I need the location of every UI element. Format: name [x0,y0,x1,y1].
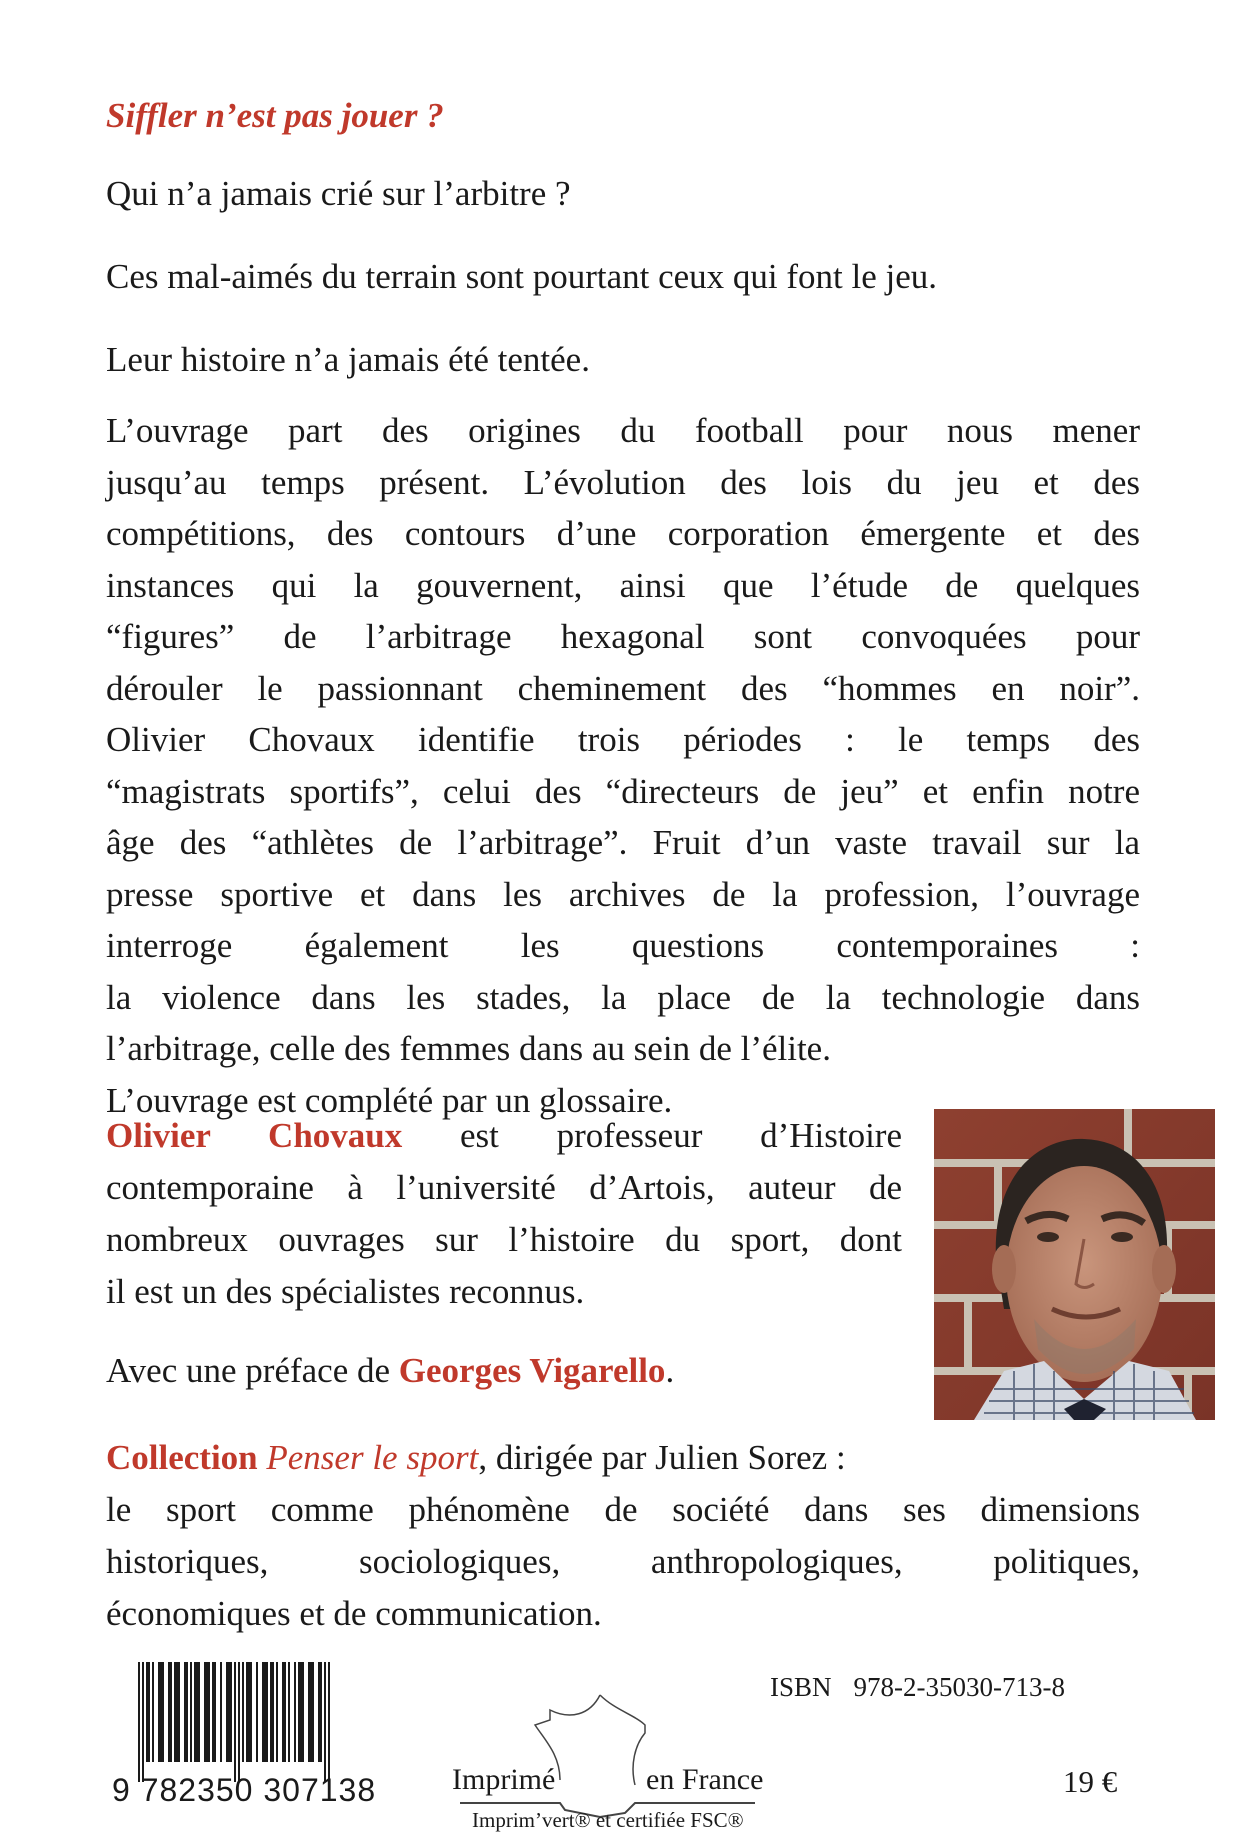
barcode-bar [152,1662,154,1762]
collection-line: économiques et de communication. [106,1594,602,1633]
summary-paragraph [106,405,1140,1126]
summary-line: jusqu’au temps présent. L’évolution des lois du jeu et des [106,462,1140,502]
barcode [138,1662,408,1782]
author-bio-line: nombreux ouvrages sur l’histoire du sport, dont [106,1220,902,1259]
barcode-bar [294,1662,296,1762]
collection-block [106,1432,1140,1640]
barcode-bar [270,1662,274,1762]
summary-line: dérouler le passionnant cheminement des “hommes en noir”. [106,668,1140,708]
summary-line: L’ouvrage part des origines du football pour nous mener [106,411,1140,450]
author-bio-line [106,1110,902,1162]
collection-line: le sport comme phénomène de société dans ses dimensions [106,1490,1140,1529]
barcode-bar [282,1662,286,1762]
isbn-label: ISBN [770,1672,832,1702]
printed-in-france-logo [450,1685,780,1835]
barcode-bar [220,1662,222,1762]
summary-line: instances qui la gouvernent, ainsi que l’étude de quelques [106,565,1140,605]
barcode-bar [276,1662,278,1762]
barcode-guard-bar [142,1662,144,1782]
barcode-guard-bar [328,1662,330,1782]
barcode-bar [288,1662,290,1762]
summary-line: la violence dans les stades, la place de la technologie dans [106,977,1140,1017]
barcode-bar [168,1662,172,1762]
summary-line: L’ouvrage est complété par un glossaire. [106,1080,673,1120]
printed-label-right: en France [646,1763,764,1796]
collection-heading [106,1432,1140,1484]
author-bio-first-rest: est professeur d’Histoire [402,1116,902,1155]
certification-text: Imprim’vert® et certifiée FSC® [472,1808,744,1832]
barcode-bar [212,1662,216,1762]
isbn [770,1672,1065,1703]
summary-line: interroge également les questions contemporaines : [106,926,1140,965]
author-bio [106,1110,902,1318]
collection-title: Penser le sport [266,1438,479,1477]
summary-line: “figures” de l’arbitrage hexagonal sont convoquées pour [106,617,1140,656]
preface-prefix: Avec une préface de [106,1351,399,1390]
barcode-bar [256,1662,258,1762]
barcode-bar [174,1662,180,1762]
price: 19 € [1063,1764,1118,1799]
summary-line: l’arbitrage, celle des femmes dans au sein de l’élite. [106,1029,831,1068]
barcode-guard-bar [238,1662,240,1782]
summary-line: âge des “athlètes de l’arbitrage”. Fruit d’un vaste travail sur la [106,823,1140,862]
intro-line-3: Leur histoire n’a jamais été tentée. [106,340,590,379]
author-bio-line: contemporaine à l’université d’Artois, auteur de [106,1168,902,1207]
author-photo [934,1109,1215,1420]
barcode-bar [318,1662,322,1762]
author-portrait-image [934,1109,1215,1420]
barcode-digits: 9 782350 307138 [112,1772,377,1808]
author-bio-line: il est un des spécialistes reconnus. [106,1272,585,1311]
intro-line-1: Qui n’a jamais crié sur l’arbitre ? [106,174,571,213]
barcode-bar [298,1662,304,1762]
barcode-bar [158,1662,164,1762]
intro-line-2: Ces mal-aimés du terrain sont pourtant ceux qui font le jeu. [106,257,938,296]
summary-line: “magistrats sportifs”, celui des “directeurs de jeu” et enfin notre [106,771,1140,811]
collection-label: Collection [106,1438,267,1477]
barcode-bar [204,1662,210,1762]
barcode-guard-bar [324,1662,326,1782]
barcode-bar [190,1662,192,1762]
summary-line: compétitions, des contours d’une corporation émergente et des [106,514,1140,553]
printed-label-left: Imprimé [452,1763,556,1796]
barcode-guard-bar [234,1662,236,1782]
barcode-bar [146,1662,150,1762]
collection-director: , dirigée par Julien Sorez : [478,1438,846,1477]
summary-line: presse sportive et dans les archives de la profession, l’ouvrage [106,874,1140,914]
preface-author: Georges Vigarello [398,1351,666,1390]
preface-suffix: . [665,1351,675,1390]
barcode-bar [262,1662,268,1762]
barcode-guard-bar [138,1662,140,1782]
barcode-bar [184,1662,188,1762]
barcode-bar [246,1662,252,1762]
barcode-bar [226,1662,232,1762]
barcode-bar [242,1662,244,1762]
barcode-bar [194,1662,200,1762]
barcode-bar [308,1662,314,1762]
preface-line [106,1345,674,1397]
summary-line: Olivier Chovaux identifie trois périodes : le temps des [106,720,1140,759]
collection-line: historiques, sociologiques, anthropologiques, politiques, [106,1542,1140,1581]
author-name: Olivier Chovaux [106,1116,403,1155]
barcode-bars [138,1662,408,1782]
isbn-value: 978-2-35030-713-8 [853,1672,1065,1702]
tagline: Siffler n’est pas jouer ? [106,96,444,135]
